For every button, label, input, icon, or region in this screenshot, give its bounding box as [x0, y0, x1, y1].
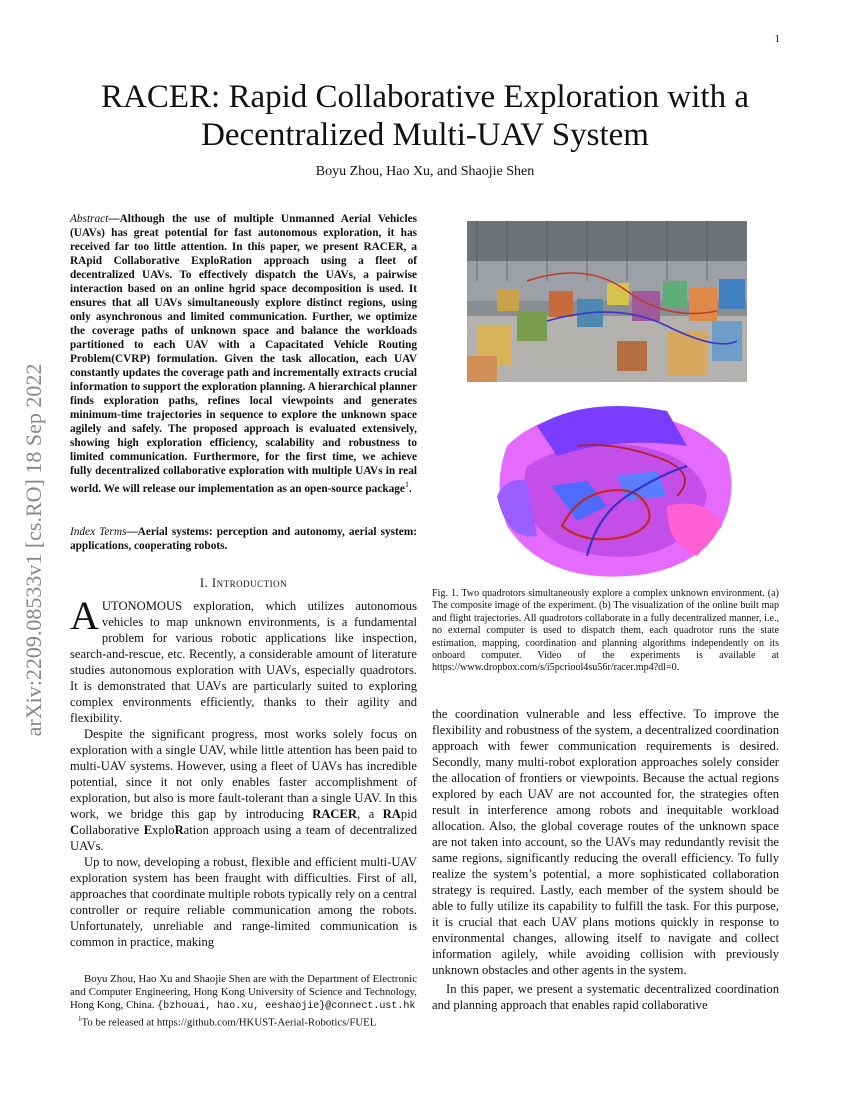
section-title: Introduction	[211, 576, 288, 590]
intro-paragraph-1	[70, 593, 417, 726]
section-heading	[70, 576, 417, 591]
footnotes	[70, 973, 417, 1030]
authors: Boyu Zhou, Hao Xu, and Shaojie Shen	[315, 164, 535, 179]
intro-p2-g: ation approach using a team of decentralized UAVs.	[70, 823, 418, 853]
arxiv-stamp	[14, 300, 54, 800]
affiliation-text: Boyu Zhou, Hao Xu and Shaojie Shen are with the Department of Electronic and Computer Engineering, Hong Kong University of Science and Technology, Hong Kong, China.	[70, 973, 417, 1011]
acronym-c: C	[70, 823, 80, 837]
intro-p2-a: Despite the significant progress, most works solely focus on exploration with a single UAV, while little attention has been paid to multi-UAV systems. However, using a fleet of UAVs has incredible potential, since it not only enables faster accomplishment of exploration, but also is more fault-tolerant than a single UAV. In this work, we bridge this gap by introducing	[70, 727, 417, 821]
intro-p2-c: pid	[400, 807, 417, 821]
intro-paragraph-2	[70, 726, 417, 854]
page-number: 1	[774, 33, 780, 45]
right-paragraph-2: In this paper, we present a systematic decentralized coordination and planning approach that enables rapid collaborative	[432, 982, 779, 1012]
index-terms	[70, 525, 417, 553]
abstract	[70, 212, 417, 496]
figure-caption: Fig. 1. Two quadrotors simultaneously explore a complex unknown environment. (a) The composite image of the experiment. (b) The visualization of the online built map and flight trajectories. All quadrotors collaborate in a fully decentralized manner, i.e., no external computer is used to dispatch them, each quadrotor runs the state estimation, mapping, coordination and planning algorithms independently on its onboard computer. Video of the experiments is available at https://www.dropbox.com/s/i5pcriool4su56r/racer.mp4?dl=0.	[432, 588, 779, 674]
intro-p1-text: UTONOMOUS exploration, which utilizes autonomous vehicles to map unknown environments, is a fundamental problem for various robotic applications like inspection, search-and-rescue, etc. Recently, a considerable amount of literature studies autonomous exploration with UAVs, especially quadrotors. It is demonstrated that UAVs are particularly suited to exploring complex environments efficiently, thanks to their agility and flexibility.	[70, 599, 417, 725]
arxiv-id: arXiv:2209.08533v1 [cs.RO] 18 Sep 2022	[21, 363, 46, 737]
figure-photo	[467, 221, 747, 382]
acronym-e: E	[143, 823, 153, 837]
right-paragraph-1: the coordination vulnerable and less effective. To improve the flexibility and robustness of the system, a decentralized coordination approach with fewer communication requirements is desired. Secondly, many multi-robot exploration approaches solely consider the allocation of frontiers or viewpoints. Because the actual regions explored by each UAV are not accounted for, the strategies often result in interference among robots and inequitable workload allocation. Also, the global coverage routes of the unknown space are not taken into account, so the UAVs may redundantly revisit the same regions, significantly reducing the overall efficiency. To fully realize the system’s potential, a more sophisticated collaboration strategy is required. Lastly, each member of the system should be able to fully utilize its capability to fulfill the task. For this purpose, it is crucial that each UAV plans motions quickly in response to environmental changes, allowing itself to navigate and collect information agilely, while avoiding collision with previously unknown obstacles and other agents in the system.	[432, 707, 779, 977]
section-numeral: I.	[199, 576, 209, 590]
paper-title: RACER: Rapid Collaborative Exploration with a Decentralized Multi-UAV System	[101, 79, 749, 153]
footnote-ref[interactable]: 1	[404, 480, 409, 489]
intro-p2-f: xplo	[152, 823, 175, 837]
abstract-lead: Abstract	[70, 213, 109, 225]
footnote-1-mark: 1	[78, 1015, 82, 1023]
intro-p2-b: , a	[357, 807, 383, 821]
index-terms-lead: Index Terms	[70, 526, 127, 538]
affiliation-note	[70, 973, 417, 1013]
acronym-r: R	[174, 823, 184, 837]
racer-name: RACER	[312, 807, 358, 821]
footnote-1	[70, 1013, 417, 1030]
intro-paragraph-3: Up to now, developing a robust, flexible and efficient multi-UAV exploration system has been fraught with difficulties. First of all, approaches that coordinate multiple robots typically rely on a central controller or require reliable communication among the robots. Unfortunately, unreliable and range-limited communication is common in practice, making	[70, 855, 417, 949]
abstract-end: .	[408, 482, 412, 495]
author-emails: {bzhouai, hao.xu, eeshaojie}@connect.ust.hk	[157, 1001, 416, 1012]
intro-p2-d: ollaborative	[79, 823, 144, 837]
introduction-text	[70, 593, 418, 950]
footnote-1-text: To be released at https://github.com/HKUST-Aerial-Robotics/FUEL	[81, 1016, 377, 1029]
abstract-text: —Although the use of multiple Unmanned Aerial Vehicles (UAVs) has great potential for fast autonomous exploration, it has received far too little attention. In this paper, we present RACER, a RApid Collaborative ExploRation approach using a fleet of decentralized UAVs. To effectively dispatch the UAVs, a pairwise interaction based on an online hgrid space decomposition is used. It ensures that all UAVs simultaneously explore distinct regions, using only asynchronous and limited communication. Further, we optimize the coverage paths of unknown space and balance the workloads partitioned to each UAV with a Capacitated Vehicle Routing Problem(CVRP) formulation. Given the task allocation, each UAV constantly updates the coverage path and incrementally extracts crucial information to support the exploration planning. A hierarchical planner finds exploration paths, refines local viewpoints and generates minimum-time trajectories in sequence to explore the unknown space agilely and safely. The proposed approach is evaluated extensively, showing high exploration efficiency, scalability and robustness to limited communication. Furthermore, for the first time, we achieve fully decentralized collaborative exploration with multiple UAVs in real world. We will release our implementation as an open-source package	[70, 213, 417, 495]
right-column-text	[432, 706, 779, 1013]
acronym-ra: RA	[382, 807, 401, 821]
drop-cap: A	[70, 593, 99, 638]
index-terms-text: —Aerial systems: perception and autonomy, aerial system: applications, cooperating robots.	[70, 526, 417, 552]
figure-map	[467, 386, 747, 586]
